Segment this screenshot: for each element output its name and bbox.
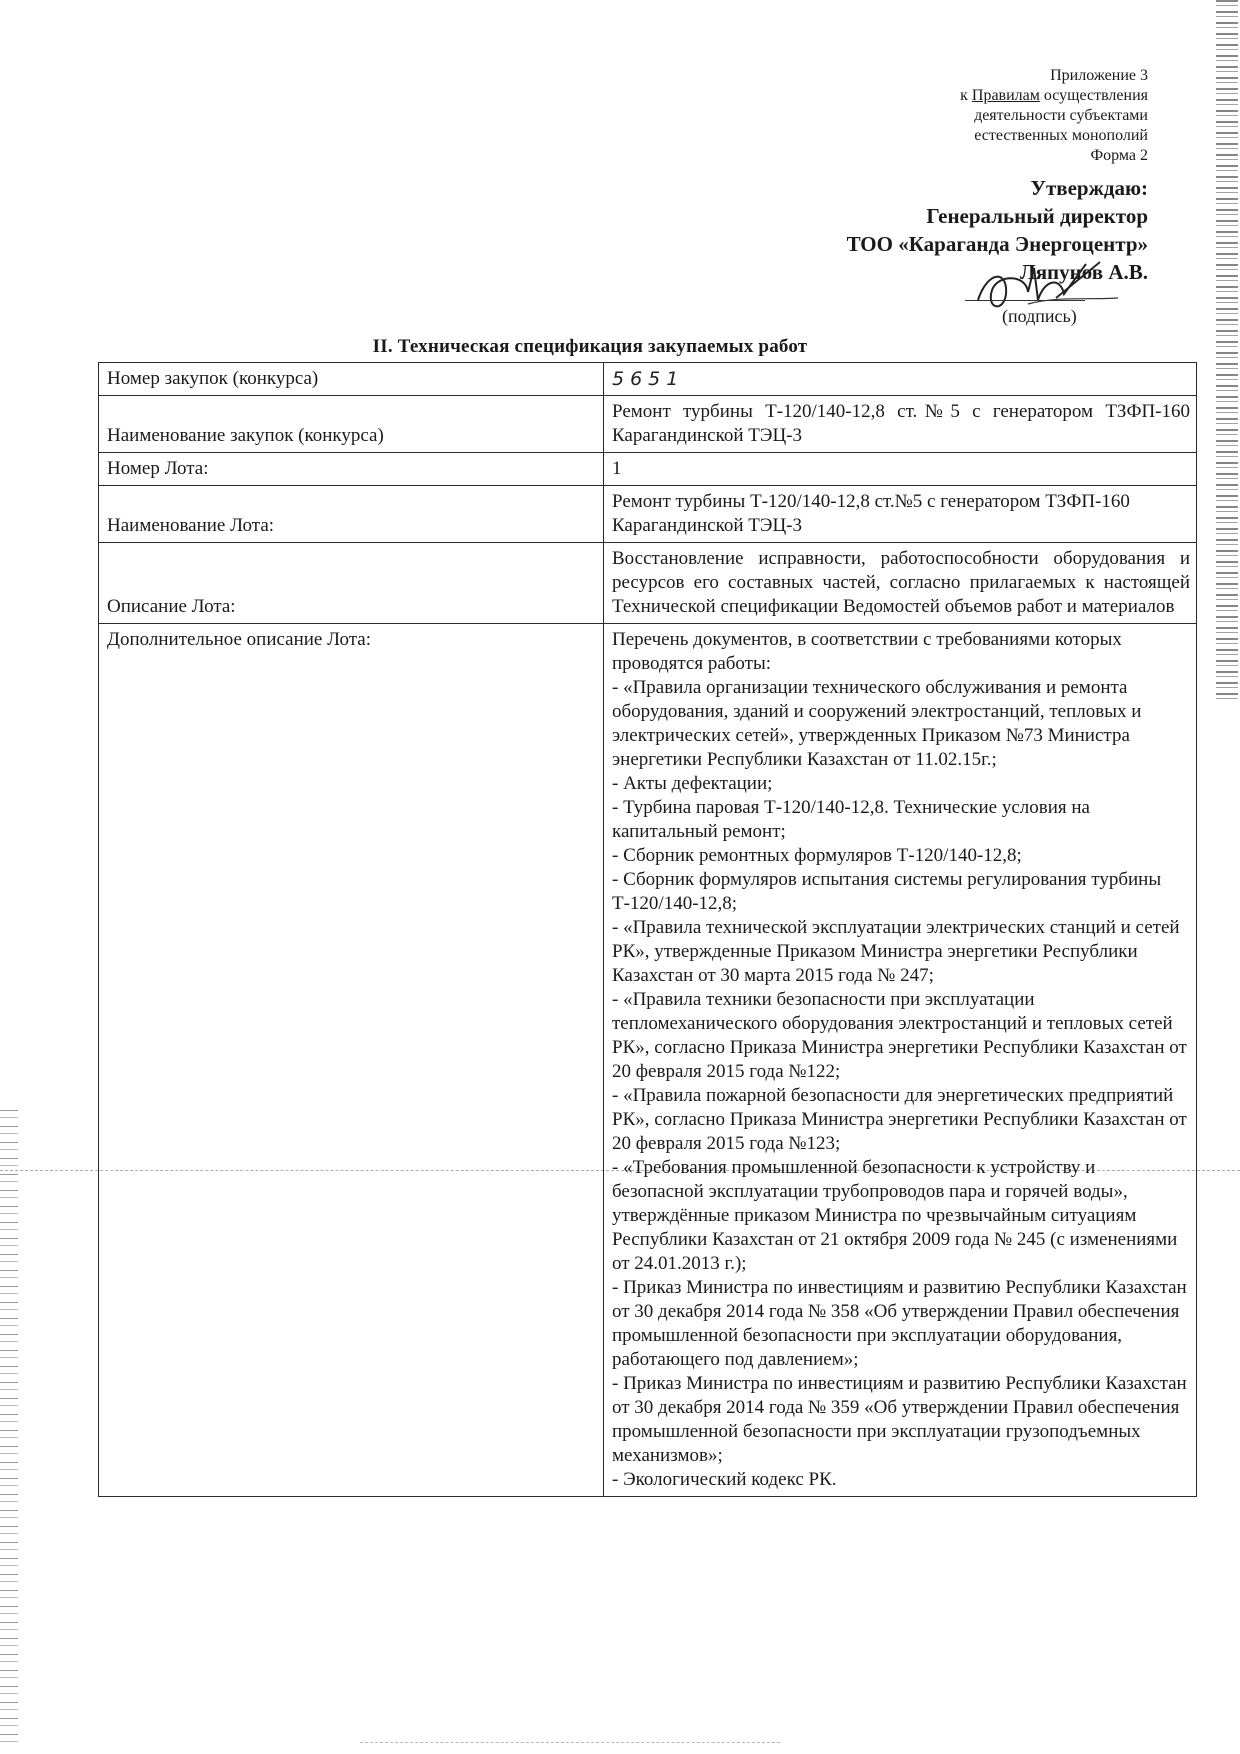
list-item: - «Правила технической эксплуатации электрических станций и сетей РК», утвержденные Приказом Министра энергетики Республики Казахстан от 30 марта 2015 года № 247; bbox=[612, 917, 1180, 986]
approval-company: ТОО «Караганда Энергоцентр» bbox=[846, 232, 1148, 256]
table-row bbox=[99, 363, 1197, 396]
signature-caption: (подпись) bbox=[1002, 306, 1077, 326]
lot-number-value: 1 bbox=[604, 453, 1197, 486]
documents-intro: Перечень документов, в соответствии с требованиями которых проводятся работы: bbox=[612, 629, 1122, 674]
lot-name-label: Наименование Лота: bbox=[99, 486, 604, 543]
lot-description-value: Восстановление исправности, работоспособности оборудования и ресурсов его составных частей, согласно прилагаемых к настоящей Технической спецификации Ведомостей объемов работ и материалов bbox=[604, 543, 1197, 624]
list-item: - Сборник ремонтных формуляров Т-120/140-12,8; bbox=[612, 845, 1022, 866]
approval-name: Ляпунов А.В. bbox=[1020, 260, 1148, 284]
lot-number-label: Номер Лота: bbox=[99, 453, 604, 486]
list-item: - «Правила организации технического обслуживания и ремонта оборудования, зданий и сооружений электростанций, тепловых и электрических сетей», утвержденных Приказом №73 Министра энергетики Республики Казахстан от 11.02.15г.; bbox=[612, 677, 1142, 770]
lot-description-label: Описание Лота: bbox=[99, 543, 604, 624]
appendix-reference bbox=[748, 66, 1148, 166]
lot-name-value: Ремонт турбины Т-120/140-12,8 ст.№5 с генератором ТЗФП-160 Карагандинской ТЭЦ-3 bbox=[604, 486, 1197, 543]
list-item: - Сборник формуляров испытания системы регулирования турбины Т-120/140-12,8; bbox=[612, 869, 1162, 914]
technical-specification-table bbox=[98, 362, 1197, 1497]
scan-bottom-artifact bbox=[360, 1742, 780, 1743]
table-row bbox=[99, 453, 1197, 486]
procurement-number-value: 5651 bbox=[604, 363, 1197, 396]
signature-line bbox=[965, 300, 1085, 301]
scan-edge-artifact bbox=[0, 1110, 18, 1750]
procurement-name-value: Ремонт турбины Т-120/140-12,8 ст.№5 с генератором ТЗФП-160 Карагандинской ТЭЦ-3 bbox=[604, 396, 1197, 453]
approval-heading: Утверждаю: bbox=[1030, 176, 1148, 200]
table-row bbox=[99, 543, 1197, 624]
appendix-line: естественных монополий bbox=[974, 127, 1148, 144]
section-title: II. Техническая спецификация закупаемых работ bbox=[372, 336, 808, 357]
list-item: - «Требования промышленной безопасности к устройству и безопасной эксплуатации трубопроводов пара и горячей воды», утверждённые приказом Министра по чрезвычайным ситуациям Республики Казахстан от 21 октября 2009 года № 245 (с изменениями от 24.01.2013 г.); bbox=[612, 1157, 1178, 1274]
additional-description-label: Дополнительное описание Лота: bbox=[99, 624, 604, 1497]
table-row bbox=[99, 624, 1197, 1497]
list-item: - Акты дефектации; bbox=[612, 773, 773, 794]
appendix-line: Приложение 3 bbox=[1050, 67, 1148, 84]
list-item: - Экологический кодекс РК. bbox=[612, 1469, 837, 1490]
documents-list bbox=[612, 676, 1190, 1492]
approval-position: Генеральный директор bbox=[926, 204, 1148, 228]
list-item: - Приказ Министра по инвестициям и развитию Республики Казахстан от 30 декабря 2014 года № 358 «Об утверждении Правил обеспечения промышленной безопасности при эксплуатации оборудования, работающего под давлением»; bbox=[612, 1277, 1187, 1370]
appendix-line: деятельности субъектами bbox=[974, 107, 1148, 124]
procurement-name-label: Наименование закупок (конкурса) bbox=[99, 396, 604, 453]
table-row bbox=[99, 396, 1197, 453]
list-item: - Турбина паровая Т-120/140-12,8. Технические условия на капитальный ремонт; bbox=[612, 797, 1090, 842]
form-number: Форма 2 bbox=[1090, 147, 1148, 164]
procurement-number-label: Номер закупок (конкурса) bbox=[99, 363, 604, 396]
rules-link[interactable]: Правилам bbox=[971, 87, 1040, 104]
table-row bbox=[99, 486, 1197, 543]
list-item: - Приказ Министра по инвестициям и развитию Республики Казахстан от 30 декабря 2014 года № 359 «Об утверждении Правил обеспечения промышленной безопасности при эксплуатации грузоподъемных механизмов»; bbox=[612, 1373, 1187, 1466]
list-item: - «Правила техники безопасности при эксплуатации тепломеханического оборудования электростанций и тепловых сетей РК», согласно Приказа Министра энергетики Республики Казахстан от 20 февраля 2015 года №122; bbox=[612, 989, 1187, 1082]
list-item: - «Правила пожарной безопасности для энергетических предприятий РК», согласно Приказа Министра энергетики Республики Казахстан от 20 февраля 2015 года №123; bbox=[612, 1085, 1187, 1154]
appendix-line: к Правилам осуществления bbox=[960, 87, 1148, 104]
additional-description-value bbox=[604, 624, 1197, 1497]
scan-edge-artifact bbox=[1216, 0, 1238, 700]
